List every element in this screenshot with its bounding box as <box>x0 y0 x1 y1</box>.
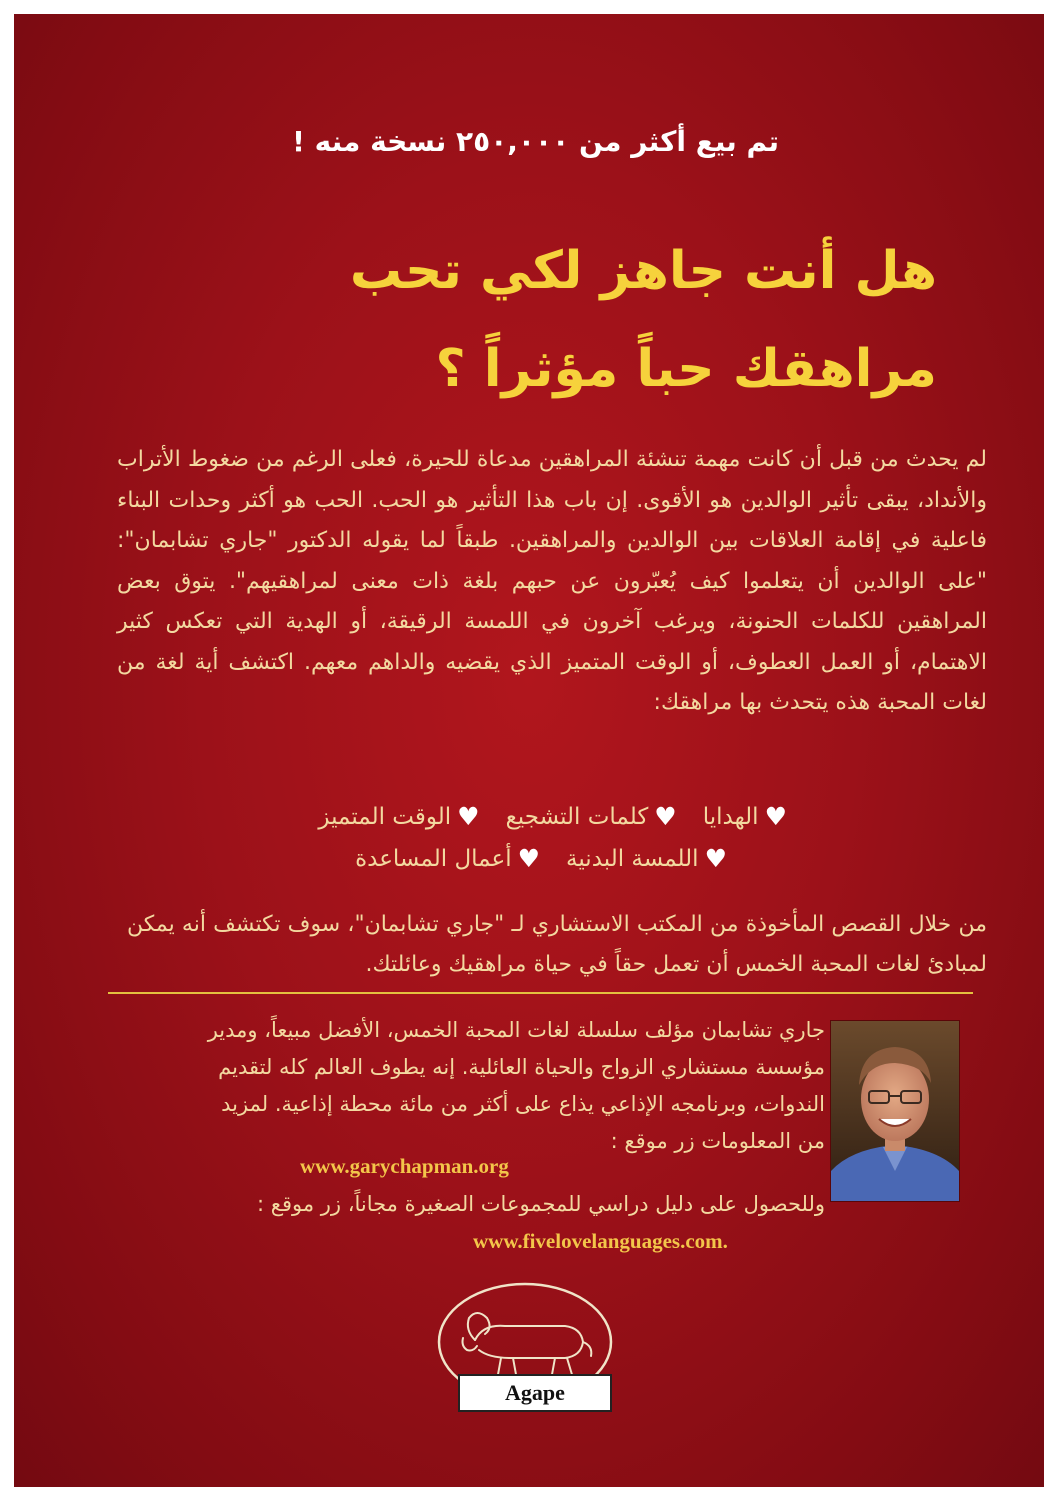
heart-icon: ♥ <box>654 802 677 831</box>
closing-paragraph: من خلال القصص المأخوذة من المكتب الاستشاري لـ "جاري تشابمان"، سوف تكتشف أنه يمكن لمبادئ لغات المحبة الخمس أن تعمل حقاً في حياة مراهقيك وعائلتك. <box>127 912 987 977</box>
list-item-label: أعمال المساعدة <box>355 846 512 872</box>
heart-icon: ♥ <box>704 844 727 873</box>
love-languages-row-1 <box>267 796 787 838</box>
publisher-name: Agape <box>458 1374 612 1412</box>
intro-paragraph: لم يحدث من قبل أن كانت مهمة تنشئة المراهقين مدعاة للحيرة، فعلى الرغم من ضغوط الأتراب والأنداد، يبقى تأثير الوالدين هو الأقوى. إن باب هذا التأثير هو الحب. الحب هو أكثر وحدات البناء فاعلية في إقامة العلاقات بين الوالدين والمراهقين. طبقاً لما يقوله الدكتور "جاري تشابمان": "على الوالدين أن يتعلموا كيف يُعبّرون عن حبهم بلغة ذات معنى لمراهقيهم". يتوق بعض المراهقين للكلمات الحنونة، ويرغب آخرون في اللمسة الرقيقة، أو الهدية التي تعكس كثير الاهتمام، أو العمل العطوف، أو الوقت المتميز الذي يقضيه والداهم معهم. اكتشف أية لغة من لغات المحبة هذه يتحدث بها مراهقك: <box>117 447 987 715</box>
headline <box>197 222 937 418</box>
author-bio-line-5: وللحصول على دليل دراسي للمجموعات الصغيرة مجاناً، زر موقع : <box>257 1192 825 1216</box>
author-website-link[interactable]: www.garychapman.org <box>300 1154 509 1178</box>
heart-icon: ♥ <box>517 844 541 873</box>
headline-line-2: مراهقك حباً مؤثراً ؟ <box>435 339 937 399</box>
headline-line-1: هل أنت جاهز لكي تحب <box>349 241 937 301</box>
list-item-label: الهدايا <box>702 804 759 830</box>
author-photo <box>830 1020 960 1202</box>
list-item <box>506 796 677 838</box>
list-item <box>355 838 540 880</box>
author-bio-line-4: من المعلومات زر موقع : <box>610 1129 825 1153</box>
heart-icon: ♥ <box>764 802 787 831</box>
author-bio-line-3: الندوات، وبرنامجه الإذاعي يذاع على أكثر من مائة محطة إذاعية. لمزيد <box>221 1092 825 1116</box>
portrait-image-icon <box>831 1021 959 1201</box>
divider <box>108 992 973 994</box>
love-languages-row-2 <box>267 838 787 880</box>
list-item-label: كلمات التشجيع <box>505 804 649 830</box>
author-bio-line-2: مؤسسة مستشاري الزواج والحياة العائلية. إنه يطوف العالم كله لتقديم <box>218 1055 825 1079</box>
five-love-languages-link[interactable]: www.fivelovelanguages.com. <box>473 1229 728 1253</box>
list-item <box>566 838 727 880</box>
sales-tagline: تم بيع أكثر من ٢٥٠,٠٠٠ نسخة منه ! <box>292 125 779 158</box>
author-bio-line-1: جاري تشابمان مؤلف سلسلة لغات المحبة الخمس، الأفضل مبيعاً، ومدير <box>207 1018 825 1042</box>
heart-icon: ♥ <box>457 802 480 831</box>
love-languages-list <box>267 796 787 880</box>
list-item <box>318 796 479 838</box>
list-item-label: الوقت المتميز <box>318 804 452 830</box>
list-item-label: اللمسة البدنية <box>566 846 699 872</box>
list-item <box>703 796 787 838</box>
